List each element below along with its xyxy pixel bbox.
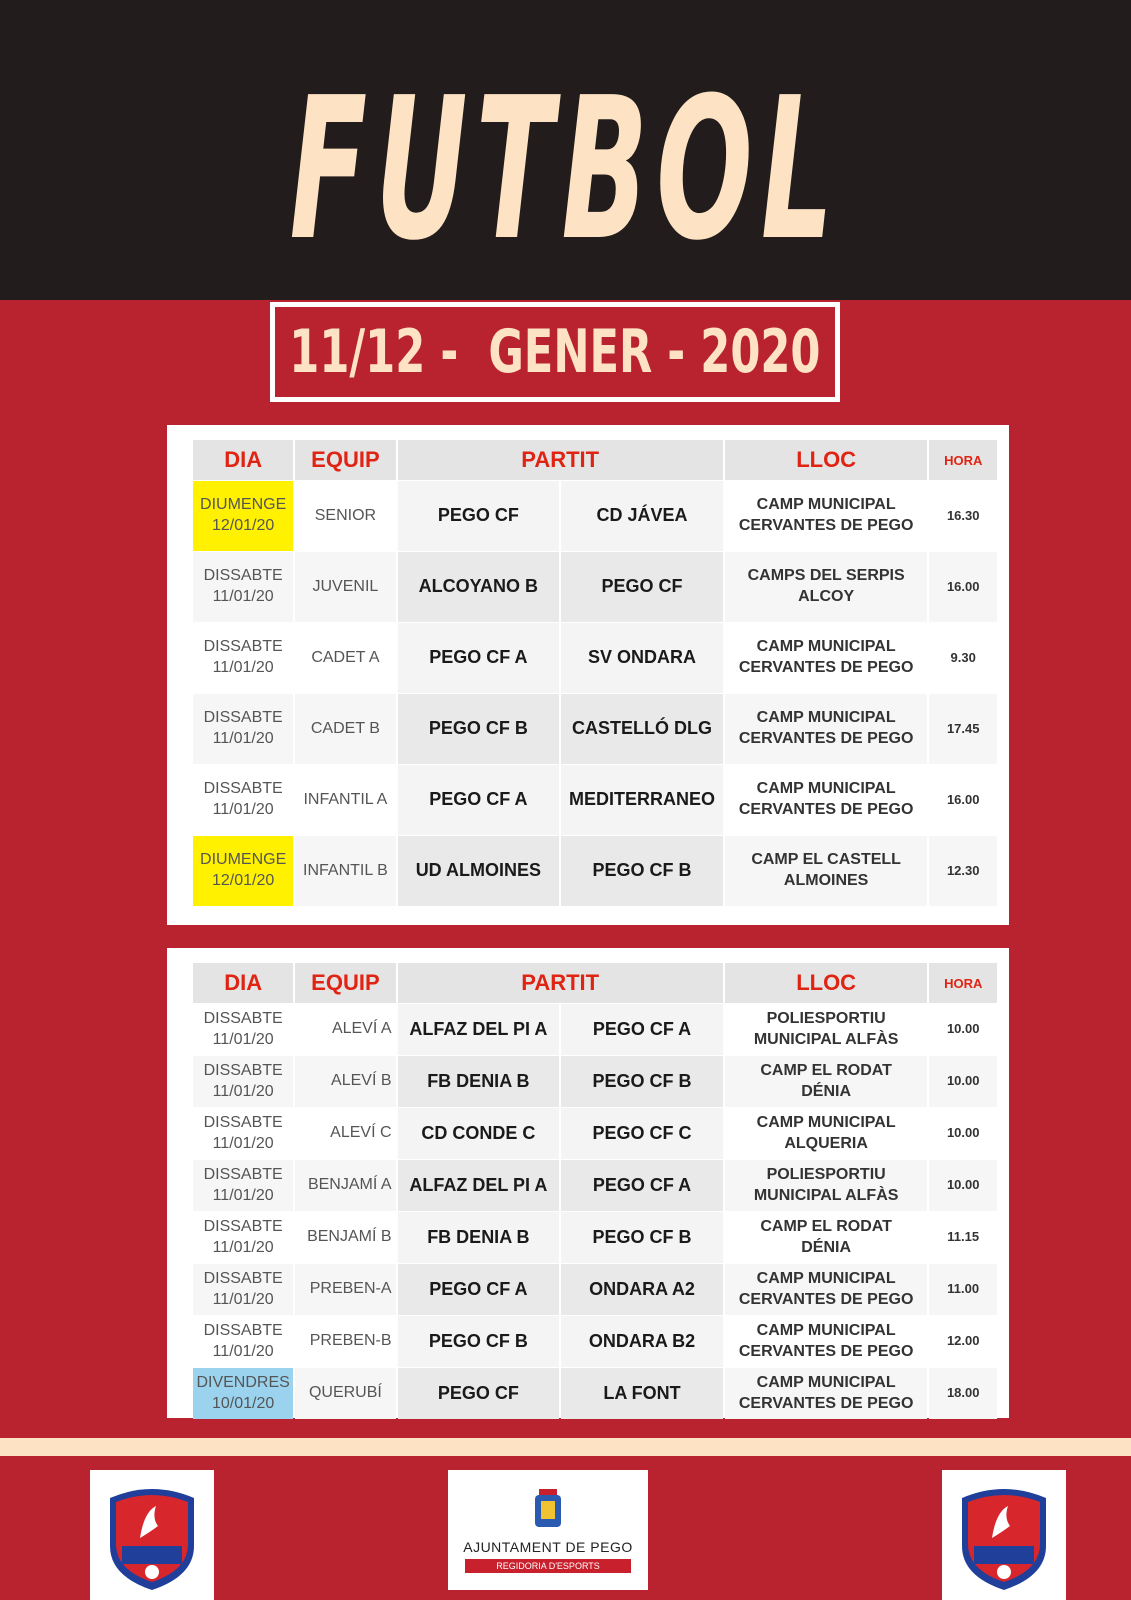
day-cell: DISSABTE 11/01/20 — [193, 1004, 293, 1055]
venue: CAMP EL RODAT DÉNIA — [725, 1056, 928, 1107]
table-row — [193, 1212, 997, 1263]
day-cell: DISSABTE 11/01/20 — [193, 1316, 293, 1367]
day-cell: DISSABTE 11/01/20 — [193, 1056, 293, 1107]
day-cell: DIUMENGE 12/01/20 — [193, 481, 293, 551]
home-team: PEGO CF A — [398, 623, 560, 693]
kickoff-time: 11.00 — [929, 1264, 997, 1315]
schedule-table-1 — [191, 439, 999, 907]
home-team: UD ALMOINES — [398, 836, 560, 906]
table-row — [193, 552, 997, 622]
table-row — [193, 1108, 997, 1159]
page-title: FUTBOL — [289, 56, 842, 284]
col-equip: EQUIP — [295, 440, 395, 480]
home-team: ALFAZ DEL PI A — [398, 1004, 560, 1055]
col-lloc: LLOC — [725, 440, 928, 480]
city-shield-icon — [531, 1487, 565, 1533]
club-logo-right — [942, 1470, 1066, 1600]
away-team: CD JÁVEA — [561, 481, 723, 551]
venue: POLIESPORTIU MUNICIPAL ALFÀS — [725, 1004, 928, 1055]
team-category: SENIOR — [295, 481, 395, 551]
home-team: FB DENIA B — [398, 1056, 560, 1107]
day-cell: DISSABTE 11/01/20 — [193, 552, 293, 622]
away-team: LA FONT — [561, 1368, 723, 1419]
regidoria-text: REGIDORIA D'ESPORTS — [465, 1559, 631, 1573]
col-lloc: LLOC — [725, 963, 928, 1003]
club-crest-icon — [952, 1476, 1056, 1594]
kickoff-time: 10.00 — [929, 1108, 997, 1159]
home-team: PEGO CF A — [398, 765, 560, 835]
venue: CAMP MUNICIPAL CERVANTES DE PEGO — [725, 481, 928, 551]
day-cell: DISSABTE 11/01/20 — [193, 623, 293, 693]
home-team: PEGO CF B — [398, 694, 560, 764]
venue: CAMP MUNICIPAL CERVANTES DE PEGO — [725, 765, 928, 835]
schedule-card-2 — [167, 948, 1009, 1418]
team-category: CADET A — [295, 623, 395, 693]
table-row — [193, 694, 997, 764]
table-row — [193, 481, 997, 551]
table-row — [193, 836, 997, 906]
venue: CAMP EL CASTELL ALMOINES — [725, 836, 928, 906]
table-row — [193, 623, 997, 693]
away-team: ONDARA B2 — [561, 1316, 723, 1367]
col-partit: PARTIT — [398, 440, 723, 480]
team-category: INFANTIL B — [295, 836, 395, 906]
col-hora: HORA — [929, 963, 997, 1003]
kickoff-time: 11.15 — [929, 1212, 997, 1263]
kickoff-time: 16.30 — [929, 481, 997, 551]
kickoff-time: 16.00 — [929, 765, 997, 835]
schedule-table-2 — [191, 962, 999, 1420]
day-cell: DIVENDRES 10/01/20 — [193, 1368, 293, 1419]
venue: CAMPS DEL SERPIS ALCOY — [725, 552, 928, 622]
ajuntament-logo — [448, 1470, 648, 1590]
table-row — [193, 1316, 997, 1367]
team-category: ALEVÍ B — [295, 1056, 395, 1107]
team-category: ALEVÍ A — [295, 1004, 395, 1055]
home-team: PEGO CF B — [398, 1316, 560, 1367]
col-hora: HORA — [929, 440, 997, 480]
venue: CAMP MUNICIPAL ALQUERIA — [725, 1108, 928, 1159]
table-row — [193, 765, 997, 835]
table-row — [193, 1264, 997, 1315]
ajuntament-text: AJUNTAMENT DE PEGO — [463, 1539, 633, 1555]
home-team: PEGO CF — [398, 1368, 560, 1419]
club-crest-icon — [100, 1476, 204, 1594]
away-team: PEGO CF B — [561, 1212, 723, 1263]
home-team: PEGO CF — [398, 481, 560, 551]
day-cell: DISSABTE 11/01/20 — [193, 1264, 293, 1315]
venue: CAMP MUNICIPAL CERVANTES DE PEGO — [725, 1264, 928, 1315]
venue: CAMP EL RODAT DÉNIA — [725, 1212, 928, 1263]
table-row — [193, 1004, 997, 1055]
col-dia: DIA — [193, 963, 293, 1003]
kickoff-time: 12.30 — [929, 836, 997, 906]
kickoff-time: 10.00 — [929, 1160, 997, 1211]
away-team: ONDARA A2 — [561, 1264, 723, 1315]
col-dia: DIA — [193, 440, 293, 480]
kickoff-time: 16.00 — [929, 552, 997, 622]
club-logo-left — [90, 1470, 214, 1600]
venue: CAMP MUNICIPAL CERVANTES DE PEGO — [725, 623, 928, 693]
day-cell: DISSABTE 11/01/20 — [193, 765, 293, 835]
kickoff-time: 18.00 — [929, 1368, 997, 1419]
day-cell: DIUMENGE 12/01/20 — [193, 836, 293, 906]
team-category: PREBEN-B — [295, 1316, 395, 1367]
away-team: PEGO CF A — [561, 1160, 723, 1211]
away-team: PEGO CF B — [561, 1056, 723, 1107]
footer-stripe — [0, 1438, 1131, 1456]
home-team: ALFAZ DEL PI A — [398, 1160, 560, 1211]
day-cell: DISSABTE 11/01/20 — [193, 1212, 293, 1263]
team-category: BENJAMÍ A — [295, 1160, 395, 1211]
team-category: INFANTIL A — [295, 765, 395, 835]
kickoff-time: 10.00 — [929, 1056, 997, 1107]
away-team: PEGO CF B — [561, 836, 723, 906]
day-cell: DISSABTE 11/01/20 — [193, 1108, 293, 1159]
team-category: JUVENIL — [295, 552, 395, 622]
team-category: CADET B — [295, 694, 395, 764]
kickoff-time: 17.45 — [929, 694, 997, 764]
day-cell: DISSABTE 11/01/20 — [193, 694, 293, 764]
date-box — [270, 302, 840, 402]
col-partit: PARTIT — [398, 963, 723, 1003]
away-team: MEDITERRANEO — [561, 765, 723, 835]
table-row — [193, 1160, 997, 1211]
team-category: PREBEN-A — [295, 1264, 395, 1315]
team-category: BENJAMÍ B — [295, 1212, 395, 1263]
away-team: PEGO CF C — [561, 1108, 723, 1159]
col-equip: EQUIP — [295, 963, 395, 1003]
team-category: ALEVÍ C — [295, 1108, 395, 1159]
table-row — [193, 1056, 997, 1107]
schedule-card-1 — [167, 425, 1009, 925]
venue: POLIESPORTIU MUNICIPAL ALFÀS — [725, 1160, 928, 1211]
venue: CAMP MUNICIPAL CERVANTES DE PEGO — [725, 1316, 928, 1367]
date-text: 11/12 - GENER - 2020 — [289, 317, 821, 387]
team-category: QUERUBÍ — [295, 1368, 395, 1419]
home-team: PEGO CF A — [398, 1264, 560, 1315]
away-team: PEGO CF A — [561, 1004, 723, 1055]
table-row — [193, 1368, 997, 1419]
kickoff-time: 10.00 — [929, 1004, 997, 1055]
venue: CAMP MUNICIPAL CERVANTES DE PEGO — [725, 694, 928, 764]
away-team: CASTELLÓ DLG — [561, 694, 723, 764]
home-team: FB DENIA B — [398, 1212, 560, 1263]
kickoff-time: 9.30 — [929, 623, 997, 693]
away-team: SV ONDARA — [561, 623, 723, 693]
home-team: CD CONDE C — [398, 1108, 560, 1159]
kickoff-time: 12.00 — [929, 1316, 997, 1367]
venue: CAMP MUNICIPAL CERVANTES DE PEGO — [725, 1368, 928, 1419]
day-cell: DISSABTE 11/01/20 — [193, 1160, 293, 1211]
away-team: PEGO CF — [561, 552, 723, 622]
home-team: ALCOYANO B — [398, 552, 560, 622]
